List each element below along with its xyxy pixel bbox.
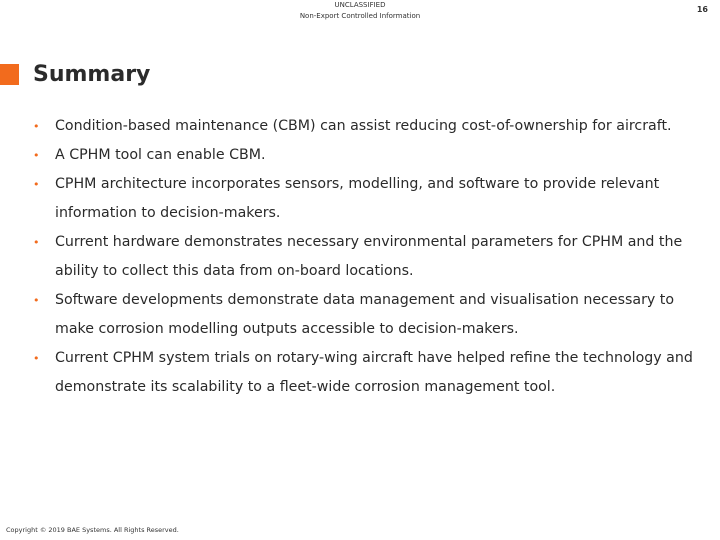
bullet-text: Software developments demonstrate data management and visualisation necessary to make corrosion modelling outputs accessible to decision-makers. [55,292,675,337]
export-control-label: Non-Export Controlled Information [299,12,421,20]
bullet-text: CPHM architecture incorporates sensors, modelling, and software to provide relevant information to decision-makers. [55,176,660,221]
slide-title: Summary [33,62,151,87]
summary-bullet-list [33,112,703,402]
bullet-text: Condition-based maintenance (CBM) can assist reducing cost-of-ownership for aircraft. [55,118,672,134]
bullet-item [33,141,703,170]
bullet-text: A CPHM tool can enable CBM. [55,147,266,163]
bullet-item [33,112,703,141]
title-accent-square [0,64,19,85]
bullet-dot-icon: • [33,236,40,249]
bullet-dot-icon: • [33,352,40,365]
bullet-dot-icon: • [33,294,40,307]
page-number: 16 [696,5,708,14]
bullet-item [33,228,703,286]
bullet-dot-icon: • [33,178,40,191]
bullet-text: Current CPHM system trials on rotary-wing aircraft have helped refine the technology and demonstrate its scalability to a fleet-wide corrosion management tool. [55,350,693,395]
bullet-dot-icon: • [33,120,40,133]
bullet-text: Current hardware demonstrates necessary environmental parameters for CPHM and the ability to collect this data from on-board locations. [55,234,683,279]
bullet-item [33,286,703,344]
classification-banner [0,0,720,22]
bullet-item [33,344,703,402]
classification-label: UNCLASSIFIED [334,1,386,9]
bullet-item [33,170,703,228]
bullet-dot-icon: • [33,149,40,162]
copyright-notice: Copyright © 2019 BAE Systems. All Rights Reserved. [6,526,179,534]
